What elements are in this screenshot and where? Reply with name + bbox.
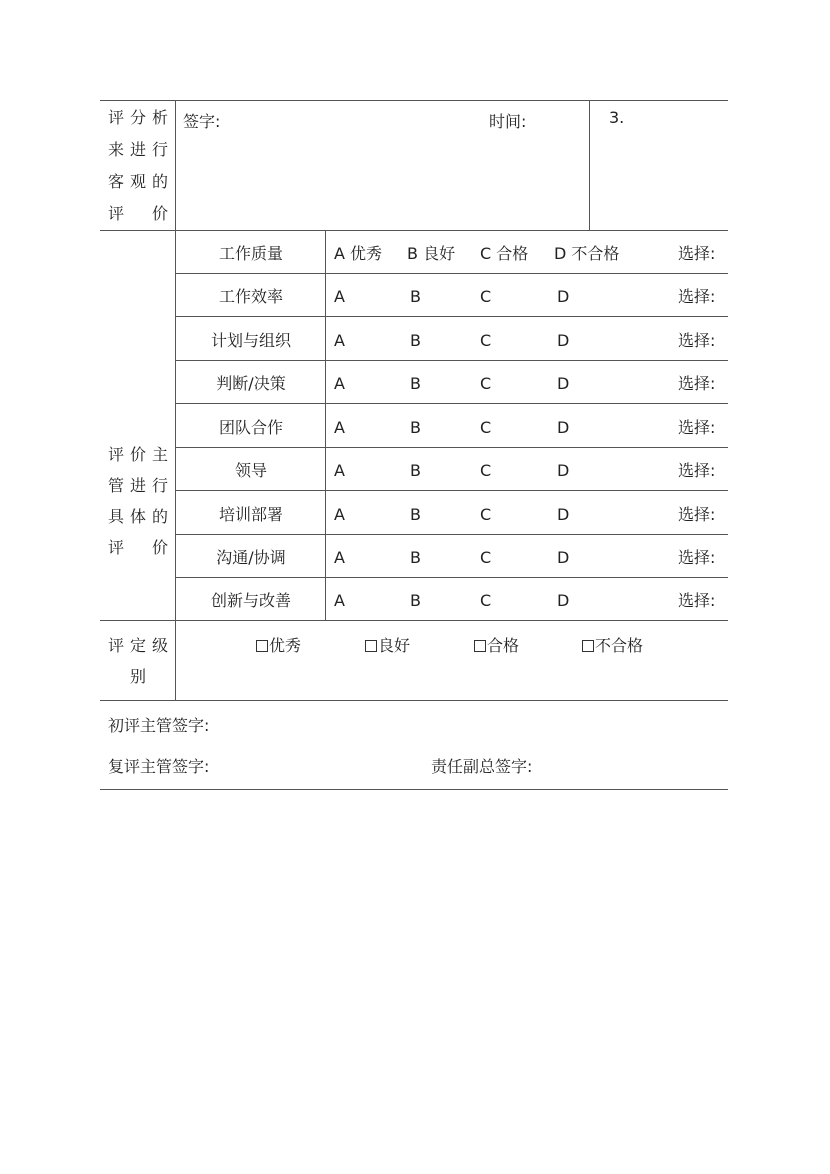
select-label: 选择: — [678, 244, 716, 263]
grade-option-d: D — [557, 418, 570, 437]
row-divider — [176, 577, 728, 578]
grade-option-d: D — [557, 505, 570, 524]
select-label: 选择: — [678, 505, 716, 524]
grade-option-a: A 优秀 — [334, 244, 383, 263]
grade-option-c: C — [480, 505, 492, 524]
grade-option-c: C — [480, 374, 492, 393]
grade-option-b: B — [410, 591, 421, 610]
grade-option-b: B 良好 — [407, 244, 456, 263]
grade-option-c: C — [480, 461, 492, 480]
grade-option-a: A — [334, 548, 345, 567]
time-label: 时间: — [489, 112, 527, 131]
rating-option-excellent[interactable]: 优秀 — [256, 636, 301, 656]
table-top-border — [100, 100, 728, 101]
grade-option-d: D — [557, 331, 570, 350]
grade-option-b: B — [410, 548, 421, 567]
criterion-label: 沟通/协调 — [216, 548, 286, 567]
row-divider — [176, 534, 728, 535]
grade-option-c: C — [480, 548, 492, 567]
grade-option-c: C — [480, 591, 492, 610]
row-divider — [176, 490, 728, 491]
grade-option-d: D — [557, 374, 570, 393]
criterion-label: 工作质量 — [218, 244, 283, 263]
grade-option-a: A — [334, 461, 345, 480]
select-label: 选择: — [678, 548, 716, 567]
number-column-divider — [589, 100, 590, 230]
grade-option-b: B — [410, 505, 421, 524]
checkbox-icon[interactable] — [256, 640, 268, 652]
grade-option-d: D — [557, 461, 570, 480]
grade-option-b: B — [410, 461, 421, 480]
row-divider — [176, 273, 728, 274]
grade-option-a: A — [334, 591, 345, 610]
grade-option-b: B — [410, 418, 421, 437]
row-divider — [176, 403, 728, 404]
vp-signature-label: 责任副总签字: — [431, 757, 533, 776]
item-number: 3. — [609, 108, 625, 127]
grade-option-d: D 不合格 — [554, 244, 620, 263]
table-bottom-border — [100, 789, 728, 790]
divider-rating-bottom — [100, 700, 728, 701]
review-supervisor-signature-label: 复评主管签字: — [108, 757, 210, 776]
select-label: 选择: — [678, 287, 716, 306]
criterion-label: 计划与组织 — [210, 331, 291, 350]
initial-supervisor-signature-label: 初评主管签字: — [108, 716, 210, 735]
rating-option-fail[interactable]: 不合格 — [582, 636, 643, 656]
divider-supervisor-bottom — [100, 620, 728, 621]
criterion-label: 判断/决策 — [216, 374, 286, 393]
grade-option-a: A — [334, 374, 345, 393]
grade-option-c: C — [480, 418, 492, 437]
criterion-label: 领导 — [234, 461, 267, 480]
grade-option-d: D — [557, 287, 570, 306]
row-divider — [176, 316, 728, 317]
rating-option-good[interactable]: 良好 — [365, 636, 410, 656]
criterion-label: 创新与改善 — [210, 591, 291, 610]
grade-option-b: B — [410, 287, 421, 306]
grade-option-a: A — [334, 287, 345, 306]
grade-option-c: C — [480, 331, 492, 350]
select-label: 选择: — [678, 331, 716, 350]
rating-option-pass[interactable]: 合格 — [474, 636, 519, 656]
grade-option-c: C — [480, 287, 492, 306]
grade-option-b: B — [410, 374, 421, 393]
select-label: 选择: — [678, 418, 716, 437]
select-label: 选择: — [678, 591, 716, 610]
select-label: 选择: — [678, 461, 716, 480]
checkbox-icon[interactable] — [474, 640, 486, 652]
divider-analysis-bottom — [100, 230, 728, 231]
criterion-label: 工作效率 — [218, 287, 283, 306]
grade-option-a: A — [334, 418, 345, 437]
row-divider — [176, 447, 728, 448]
row-divider — [176, 360, 728, 361]
grade-option-d: D — [557, 548, 570, 567]
checkbox-icon[interactable] — [582, 640, 594, 652]
grade-option-d: D — [557, 591, 570, 610]
grade-option-a: A — [334, 505, 345, 524]
grade-option-c: C 合格 — [480, 244, 529, 263]
sign-label: 签字: — [183, 112, 221, 131]
grade-option-b: B — [410, 331, 421, 350]
criterion-label: 培训部署 — [218, 505, 283, 524]
select-label: 选择: — [678, 374, 716, 393]
checkbox-icon[interactable] — [365, 640, 377, 652]
criterion-label: 团队合作 — [218, 418, 283, 437]
grade-option-a: A — [334, 331, 345, 350]
